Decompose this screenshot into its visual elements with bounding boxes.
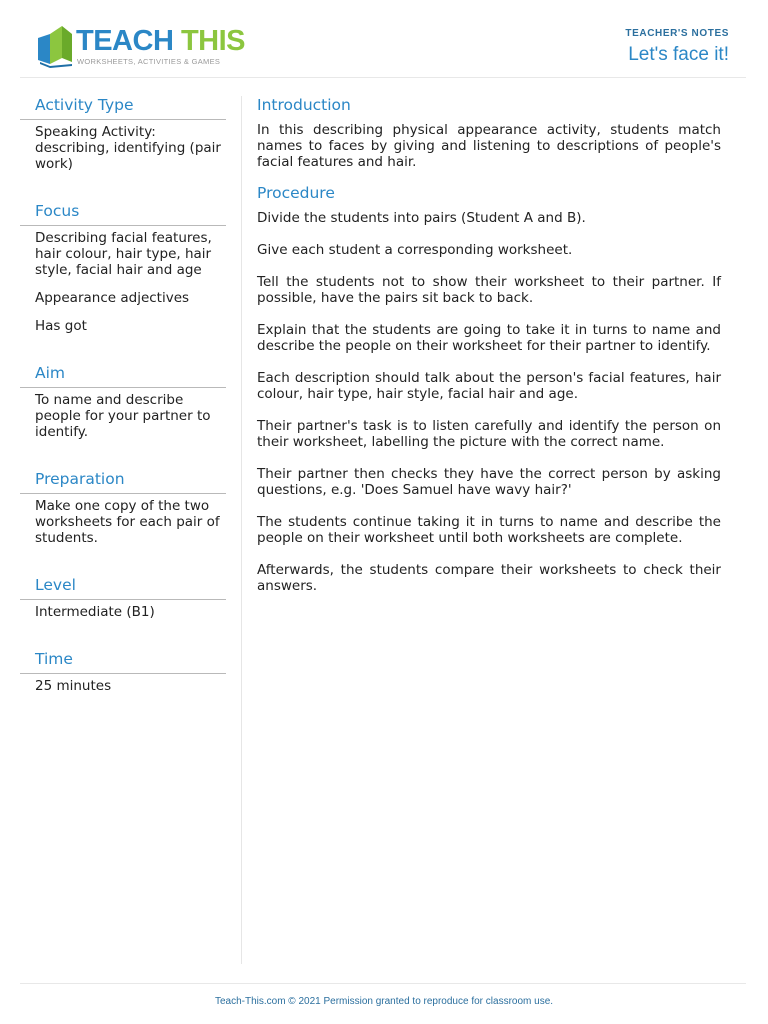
header-divider [20,77,746,78]
procedure-step: Each description should talk about the person's facial features, hair colour, hair type, hair style, facial hair and age. [257,370,721,402]
logo-word-this: THIS [180,25,246,57]
focus-item: Describing facial features, hair colour, hair type, hair style, facial hair and age [35,230,212,278]
column-divider [241,96,242,964]
sidebar [20,94,226,722]
page-title: Let's face it! [628,44,729,65]
aim-heading: Aim [20,362,226,388]
procedure-step: Tell the students not to show their worksheet to their partner. If possible, have the pairs sit back to back. [257,274,721,306]
focus-heading: Focus [20,200,226,226]
introduction-text: In this describing physical appearance activity, students match names to faces by giving and listening to descriptions of people's facial features and hair. [257,122,721,170]
procedure-step: The students continue taking it in turns to name and describe the people on their worksheet until both worksheets are complete. [257,514,721,546]
teachers-notes-label: TEACHER'S NOTES [625,28,729,39]
preparation-heading: Preparation [20,468,226,494]
procedure-step: Explain that the students are going to take it in turns to name and describe the people on their worksheet for their partner to identify. [257,322,721,354]
time-heading: Time [20,648,226,674]
procedure-step: Divide the students into pairs (Student A and B). [257,210,586,226]
level-text: Intermediate (B1) [35,604,155,620]
logo-word-teach: TEACH [76,25,174,57]
level-section [20,574,226,620]
main-content [257,94,721,610]
logo-wordmark [76,25,245,58]
procedure-step: Afterwards, the students compare their worksheets to check their answers. [257,562,721,594]
introduction-heading: Introduction [257,96,351,114]
book-logo-icon [36,24,76,68]
procedure-step: Their partner then checks they have the correct person by asking questions, e.g. 'Does Samuel have wavy hair?' [257,466,721,498]
focus-item: Appearance adjectives [35,290,190,306]
activity-type-section [20,94,226,172]
procedure-step: Give each student a corresponding worksheet. [257,242,573,258]
time-section [20,648,226,694]
level-heading: Level [20,574,226,600]
copyright-footer: Teach-This.com © 2021 Permission granted to reproduce for classroom use. [214,996,554,1007]
preparation-section [20,468,226,546]
footer-divider [20,983,746,984]
focus-item: Has got [35,318,87,334]
preparation-text: Make one copy of the two worksheets for each pair of students. [35,498,220,546]
page-header [0,0,768,78]
procedure-step: Their partner's task is to listen carefully and identify the person on their worksheet, labelling the picture with the correct name. [257,418,721,450]
aim-section [20,362,226,440]
activity-type-text: Speaking Activity: describing, identifying (pair work) [35,124,221,172]
time-text: 25 minutes [35,678,112,694]
logo-tagline: WORKSHEETS, ACTIVITIES & GAMES [77,57,221,66]
focus-section [20,200,226,334]
activity-type-heading: Activity Type [20,94,226,120]
procedure-heading: Procedure [257,184,335,202]
teach-this-logo [36,24,246,70]
aim-text: To name and describe people for your partner to identify. [35,392,211,440]
